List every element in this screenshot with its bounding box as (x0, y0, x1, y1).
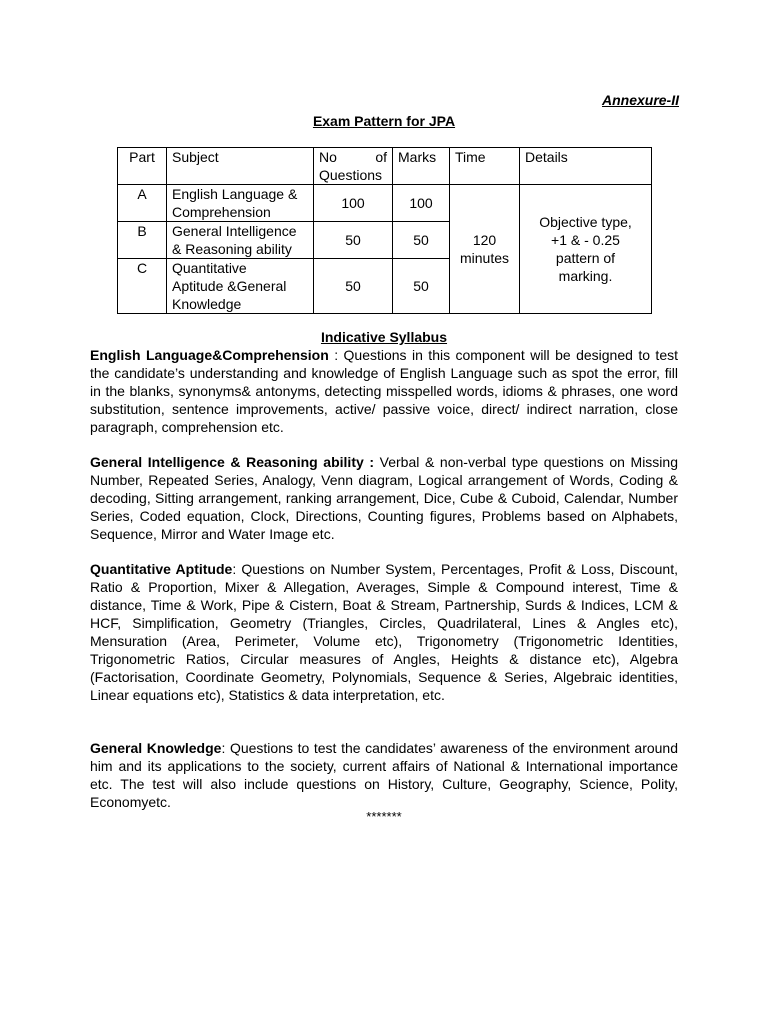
english-heading: English Language&Comprehension (90, 347, 329, 363)
row-part: A (118, 185, 167, 222)
english-text: : Questions in this component will be designed to test the candidate’s understanding and knowledge of English Language such as spot the error, fill in the blanks, synonyms& antonyms, detecting misspelled words, idioms & phrases, one word substitution, sentence improvements, active/ passive voice, direct/ indirect narration, close paragraph, comprehension etc. (90, 347, 678, 435)
quant-heading: Quantitative Aptitude (90, 561, 233, 577)
time-unit: minutes (459, 250, 510, 266)
row-part: C (118, 259, 167, 314)
syllabus-title: Indicative Syllabus (320, 329, 448, 345)
row-subject (167, 259, 314, 314)
gk-section (90, 739, 678, 811)
header-no-questions-line1: No of (319, 149, 387, 165)
header-part: Part (118, 148, 167, 185)
time-cell (450, 185, 520, 314)
row-subject (167, 185, 314, 222)
reasoning-text: Verbal & non-verbal type questions on Missing Number, Repeated Series, Analogy, Venn diagram, Logical arrangement of Words, Coding & decoding, Sitting arrangement, ranking arrangement, Dice, Cube & Cuboid, Calendar, Number Series, Coded equation, Clock, Directions, Counting figures, Problems based on Alphabets, Sequence, Mirror and Water Image etc. (90, 454, 678, 542)
details-cell (520, 185, 652, 314)
quant-text: : Questions on Number System, Percentages, Profit & Loss, Discount, Ratio & Proportion, Mixer & Allegation, Averages, Simple & Compound interest, Time & distance, Time & Work, Pipe & Cistern, Boat & Stream, Partnership, Surds & Indices, LCM & HCF, Simplification, Geometry (Triangles, Circles, Quadrilateral, Lines & Angles etc), Mensuration (Area, Perimeter, Volume etc), Trigonometry (Trigonometric Identities, Trigonometric Ratios, Circular measures of Angles, Heights & distance etc), Algebra (Factorisation, Coordinate Geometry, Polynomials, Sequence & Series, Algebraic identities, Linear equations etc), Statistics & data interpretation, etc. (90, 561, 678, 703)
gk-heading: General Knowledge (90, 740, 222, 756)
row-questions: 100 (314, 185, 393, 222)
reasoning-section (90, 453, 678, 543)
row-subject-line: Comprehension (172, 204, 271, 220)
row-subject-line: Knowledge (172, 296, 242, 312)
details-line: +1 & - 0.25 (551, 232, 620, 248)
row-marks: 50 (393, 222, 450, 259)
row-subject-line: & Reasoning ability (172, 241, 292, 257)
row-subject-line: General Intelligence (172, 223, 297, 239)
header-subject: Subject (167, 148, 314, 185)
english-section (90, 346, 678, 436)
header-no-questions (314, 148, 393, 185)
row-subject-line: Aptitude &General (172, 278, 287, 294)
end-marker: ******* (366, 809, 402, 824)
row-marks: 50 (393, 259, 450, 314)
details-line: Objective type, (539, 214, 632, 230)
table-header-row (118, 148, 652, 185)
gk-text: : Questions to test the candidates’ awareness of the environment around him and its applications to the society, current affairs of National & International importance etc. The test will also include questions on History, Culture, Geography, Science, Polity, Economyetc. (90, 740, 679, 810)
details-line: marking. (558, 268, 613, 284)
row-subject (167, 222, 314, 259)
row-subject-line: English Language & (172, 186, 298, 202)
row-questions: 50 (314, 259, 393, 314)
table-row (118, 185, 652, 222)
details-line: pattern of (555, 250, 616, 266)
page-title: Exam Pattern for JPA (312, 113, 456, 129)
header-marks: Marks (393, 148, 450, 185)
exam-pattern-table (117, 147, 652, 314)
annexure-label: Annexure-II (601, 92, 679, 108)
header-no-questions-line2: Questions (319, 167, 383, 183)
row-subject-line: Quantitative (172, 260, 247, 276)
time-value: 120 (472, 232, 497, 248)
header-time: Time (450, 148, 520, 185)
row-marks: 100 (393, 185, 450, 222)
row-part: B (118, 222, 167, 259)
quant-section (90, 560, 678, 704)
header-details: Details (520, 148, 652, 185)
reasoning-heading: General Intelligence & Reasoning ability : (90, 454, 375, 470)
row-questions: 50 (314, 222, 393, 259)
